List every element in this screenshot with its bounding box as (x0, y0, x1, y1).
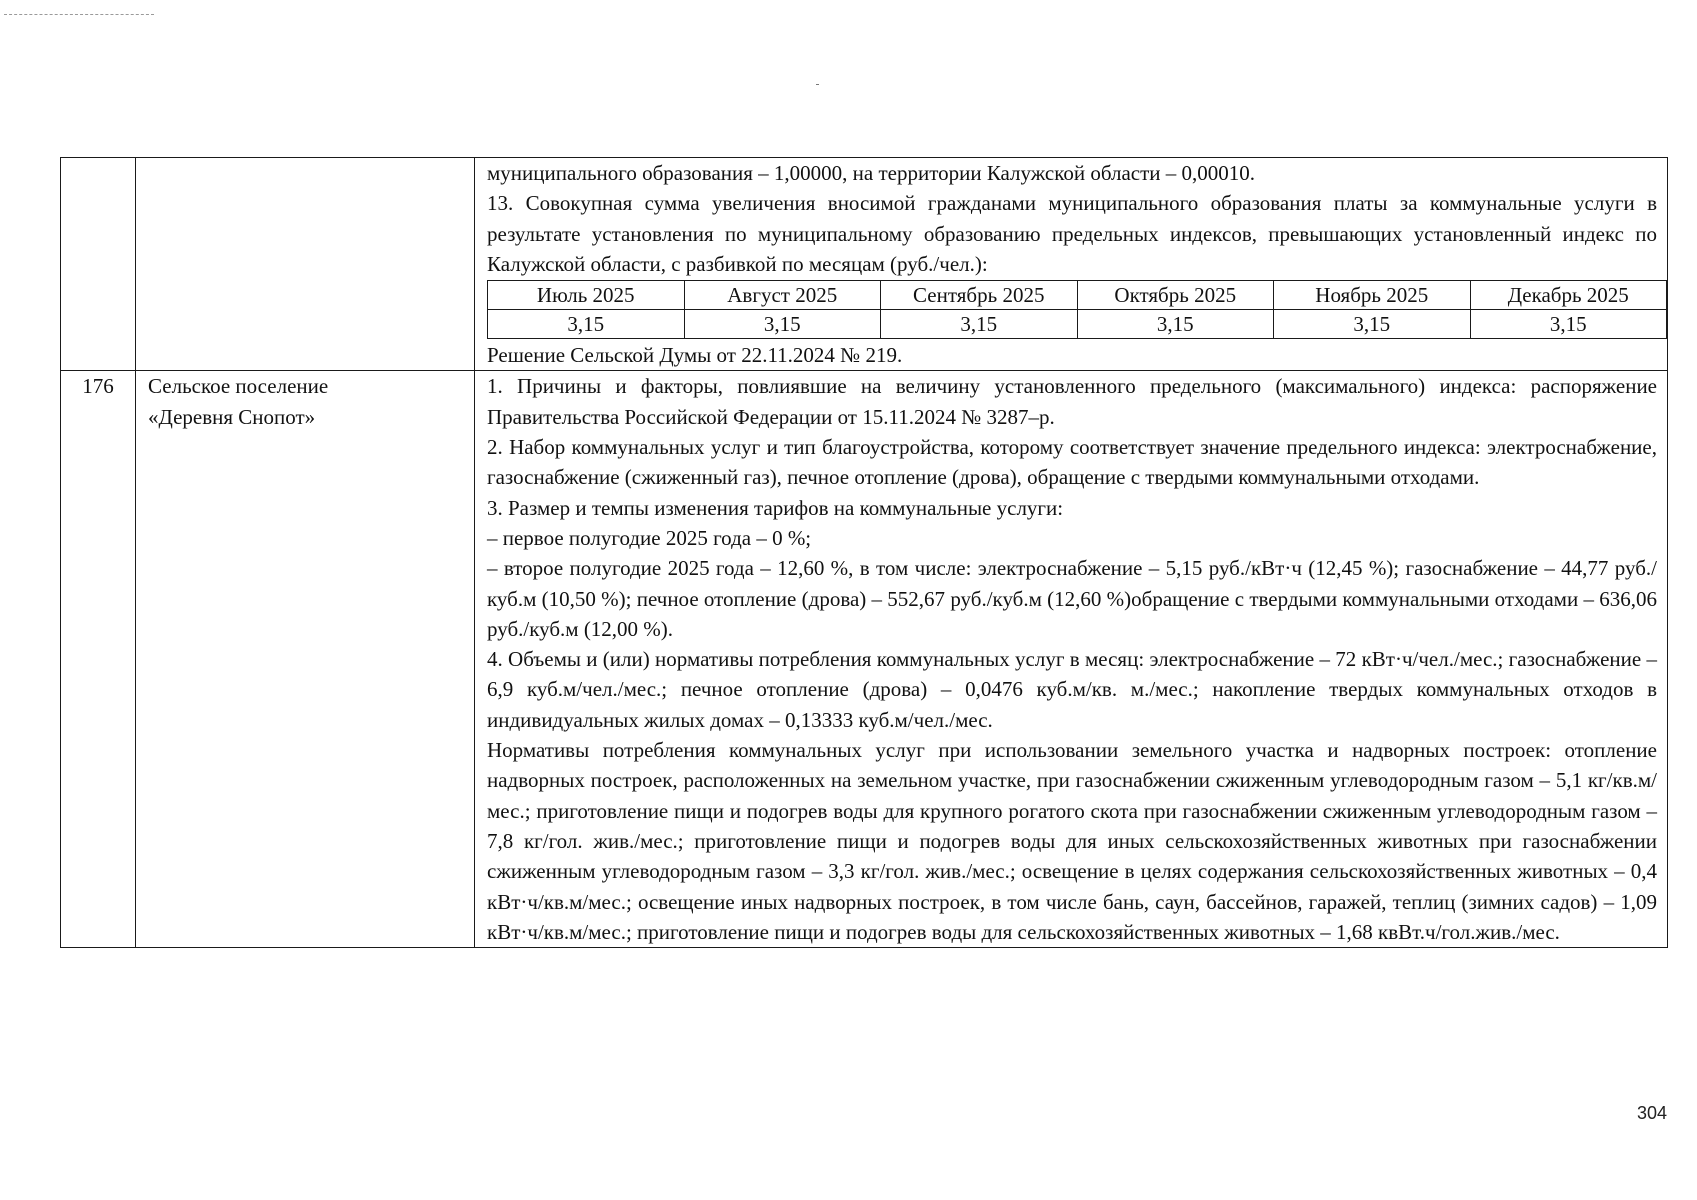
row-number-cell-empty (61, 158, 136, 371)
decision-reference: Решение Сельской Думы от 22.11.2024 № 219. (487, 343, 903, 368)
monthly-values-row (488, 310, 1667, 339)
month-header: Сентябрь 2025 (881, 281, 1078, 310)
row-number: 176 (61, 371, 136, 948)
paragraph: муниципального образования – 1,00000, на территории Калужской области – 0,00010. (487, 161, 1256, 185)
month-header: Ноябрь 2025 (1274, 281, 1471, 310)
month-value: 3,15 (1470, 310, 1667, 339)
monthly-amounts-table (487, 280, 1667, 339)
scan-artifact-line (4, 14, 154, 15)
scan-artifact-dot (816, 84, 819, 85)
month-value: 3,15 (1077, 310, 1274, 339)
month-header: Декабрь 2025 (1470, 281, 1667, 310)
month-value: 3,15 (881, 310, 1078, 339)
monthly-header-row (488, 281, 1667, 310)
month-value: 3,15 (1274, 310, 1471, 339)
settlement-name (136, 371, 475, 948)
paragraph: – первое полугодие 2025 года – 0 %; (487, 525, 812, 550)
row-text-cell (475, 371, 1668, 948)
document-table (60, 157, 1668, 948)
table-row-continued (61, 158, 1668, 371)
paragraph: 4. Объемы и (или) нормативы потребления коммунальных услуг в месяц: электроснабжение – 72 кВт·ч/чел./мес.; газоснабжение – 6,9 куб.м/чел./мес.; печное отопление (дрова) – 0,0476 куб.м/кв. м./мес.; накопление твердых коммунальных отходов в индивидуальных жилых домах – 0,13333 куб.м/чел./мес. (487, 647, 1657, 732)
month-header: Июль 2025 (488, 281, 685, 310)
paragraph: 2. Набор коммунальных услуг и тип благоустройства, которому соответствует значение предельного индекса: электроснабжение, газоснабжение (сжиженный газ), печное отопление (дрова), обращение с твердыми коммунальными отходами. (487, 435, 1657, 490)
month-value: 3,15 (488, 310, 685, 339)
paragraph: 1. Причины и факторы, повлиявшие на величину установленного предельного (максимального) индекса: распоряжение Правительства Российской Федерации от 15.11.2024 № 3287–р. (487, 374, 1657, 429)
month-header: Октябрь 2025 (1077, 281, 1274, 310)
settlement-name-line1: Сельское поселение (148, 374, 329, 399)
row-text-cell (475, 158, 1668, 371)
paragraph: – второе полугодие 2025 года – 12,60 %, в том числе: электроснабжение – 5,15 руб./кВт·ч (12,45 %); газоснабжение – 44,77 руб./куб.м (10,50 %); печное отопление (дрова) – 552,67 руб./куб.м (12,60 %)обращение с твердыми коммунальными отходами – 636,06 руб./куб.м (12,00 %). (487, 556, 1657, 641)
month-value: 3,15 (684, 310, 881, 339)
paragraph: 13. Совокупная сумма увеличения вносимой гражданами муниципального образования платы за коммунальные услуги в результате установления по муниципальному образованию предельных индексов, превышающих установленный индекс по Калужской области, с разбивкой по месяцам (руб./чел.): (487, 191, 1657, 276)
settlement-name-line2: «Деревня Снопот» (148, 404, 316, 429)
paragraph: Нормативы потребления коммунальных услуг при использовании земельного участка и надворных построек: отопление надворных построек, расположенных на земельном участке, при газоснабжении сжиженным углеводородным газом – 5,1 кг/кв.м/мес.; приготовление пищи и подогрев воды для крупного рогатого скота при газоснабжении сжиженным углеводородным газом – 7,8 кг/гол. жив./мес.; приготовление пищи и подогрев воды для иных сельскохозяйственных животных при газоснабжении сжиженным углеводородным газом – 3,3 кг/гол. жив./мес.; освещение в целях содержания сельскохозяйственных животных – 0,4 кВт·ч/кв.м/мес.; освещение иных надворных построек, в том числе бань, саун, бассейнов, гаражей, теплиц (зимних садов) – 1,09 кВт·ч/кв.м/мес.; приготовление пищи и подогрев воды для сельскохозяйственных животных – 1,68 квВт.ч/гол.жив./мес. (487, 738, 1657, 944)
table-row-176 (61, 371, 1668, 948)
page-number: 304 (1636, 1103, 1667, 1123)
month-header: Август 2025 (684, 281, 881, 310)
paragraph: 3. Размер и темпы изменения тарифов на коммунальные услуги: (487, 495, 1064, 520)
row-name-cell-empty (136, 158, 475, 371)
